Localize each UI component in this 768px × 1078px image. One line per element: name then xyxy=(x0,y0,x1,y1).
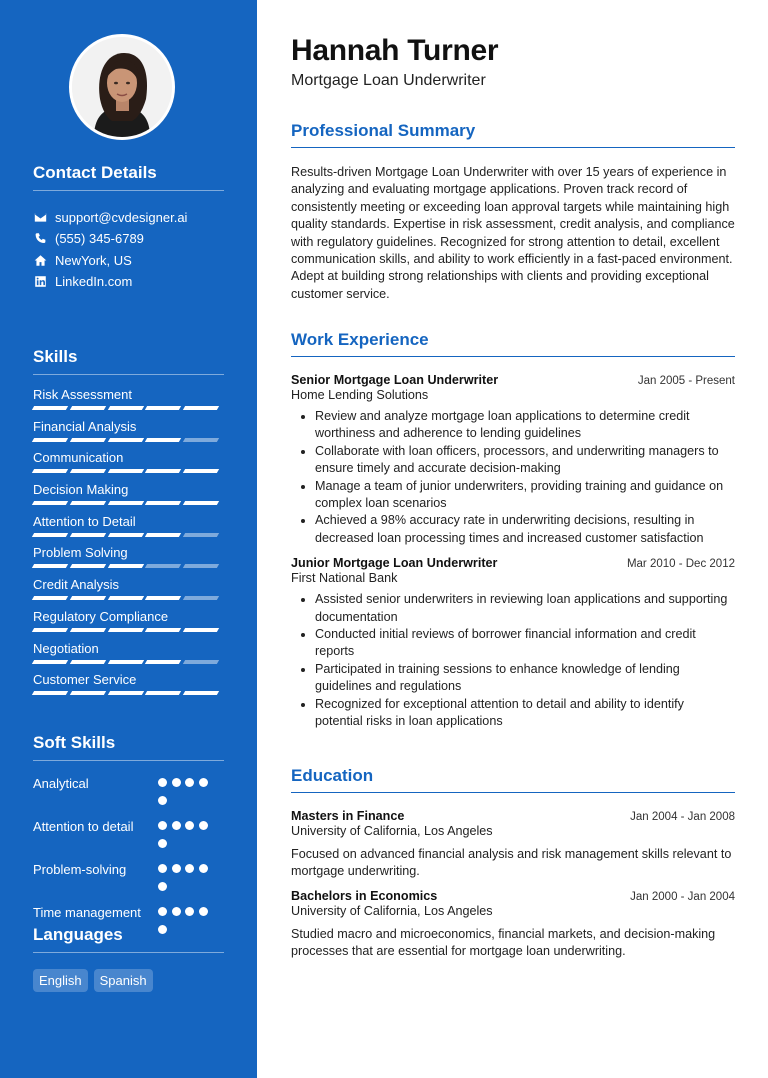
languages-list xyxy=(33,969,224,992)
soft-skill-rating xyxy=(158,818,218,857)
skill-level-segment xyxy=(107,533,143,537)
summary-section xyxy=(291,121,735,303)
education-dates: Jan 2004 - Jan 2008 xyxy=(630,811,735,823)
skill-name: Communication xyxy=(33,450,124,466)
job-dates: Jan 2005 - Present xyxy=(637,375,735,387)
rating-dot xyxy=(172,821,181,830)
skill-level-segment xyxy=(183,469,219,473)
rating-dot xyxy=(185,907,194,916)
skill-level-segment xyxy=(107,406,143,410)
rating-dot xyxy=(185,778,194,787)
job-bullets xyxy=(291,591,735,730)
education-desc: Focused on advanced financial analysis and risk management skills relevant to mortgage underwriting. xyxy=(291,847,732,879)
job-entry xyxy=(291,373,735,547)
job-bullets xyxy=(291,408,735,547)
job-role: Junior Mortgage Loan Underwriter xyxy=(291,556,498,571)
experience-heading: Work Experience xyxy=(291,330,735,357)
rating-dot xyxy=(158,882,167,891)
skill-level-segment xyxy=(183,438,219,442)
skills-heading: Skills xyxy=(33,347,224,375)
job-bullet: • Recognized for exceptional attention to detail and ability to identify potential risks in loan applications xyxy=(315,696,735,731)
skill-level-bar xyxy=(33,406,222,410)
skill-item xyxy=(33,479,224,511)
skill-level-segment xyxy=(107,660,143,664)
skill-level-segment xyxy=(145,501,181,505)
rating-dot xyxy=(185,821,194,830)
linkedin-icon xyxy=(33,275,47,289)
language-chip: English xyxy=(33,969,88,992)
languages-section xyxy=(33,925,224,992)
skill-level-segment xyxy=(32,691,68,695)
job-bullet: • Manage a team of junior underwriters, providing training and guidance on complex loan scenarios xyxy=(315,478,735,513)
skills-list xyxy=(33,384,224,701)
job-company: Home Lending Solutions xyxy=(291,388,429,402)
job-bullet: • Assisted senior underwriters in reviewing loan applications and supporting documentation xyxy=(315,591,735,626)
skill-name: Customer Service xyxy=(33,672,137,688)
rating-dot xyxy=(158,778,167,787)
job-bullet: • Achieved a 98% accuracy rate in underwriting decisions, resulting in decreased loan processing times and increased customer satisfaction xyxy=(315,512,735,547)
job-bullet: • Collaborate with loan officers, processors, and underwriting managers to ensure timely and accurate decision-making xyxy=(315,443,735,478)
skill-level-segment xyxy=(183,660,219,664)
contact-section xyxy=(33,163,224,292)
skill-level-bar xyxy=(33,628,222,632)
education-desc: Studied macro and microeconomics, financial markets, and decision-making processes that are essential for mortgage loan underwriting. xyxy=(291,926,716,959)
rating-dot xyxy=(172,907,181,916)
skill-level-segment xyxy=(70,596,106,600)
rating-dot xyxy=(158,907,167,916)
home-icon xyxy=(33,253,47,267)
skill-level-segment xyxy=(183,628,219,632)
skill-level-segment xyxy=(107,438,143,442)
degree: Bachelors in Economics xyxy=(291,888,438,903)
skill-level-segment xyxy=(32,533,68,537)
skill-level-segment xyxy=(145,596,181,600)
skill-item xyxy=(33,384,224,416)
skill-name: Decision Making xyxy=(33,482,129,498)
languages-heading: Languages xyxy=(33,925,224,953)
school: University of California, Los Angeles xyxy=(291,903,493,918)
skill-level-segment xyxy=(32,628,68,632)
education-heading: Education xyxy=(291,766,735,793)
skill-level-segment xyxy=(145,564,181,568)
experience-section xyxy=(291,330,735,731)
skill-level-segment xyxy=(107,628,143,632)
summary-heading: Professional Summary xyxy=(291,121,735,148)
skill-level-bar xyxy=(33,691,222,695)
degree: Masters in Finance xyxy=(291,809,405,823)
contact-heading: Contact Details xyxy=(33,163,224,191)
skill-item xyxy=(33,542,224,574)
skill-level-segment xyxy=(70,469,106,473)
skill-name: Risk Assessment xyxy=(33,387,132,402)
soft-skills-section xyxy=(33,733,224,947)
education-entry xyxy=(291,889,735,961)
job-bullet: • Participated in training sessions to enhance knowledge of lending guidelines and regulations xyxy=(315,661,735,696)
skill-level-segment xyxy=(70,564,106,568)
contact-linkedin[interactable] xyxy=(33,271,224,292)
skill-name: Regulatory Compliance xyxy=(33,608,169,624)
skill-level-bar xyxy=(33,469,222,473)
rating-dot xyxy=(172,778,181,787)
soft-skill-item xyxy=(33,861,224,900)
rating-dot xyxy=(199,778,208,787)
skill-item xyxy=(33,669,224,701)
rating-dot xyxy=(158,821,167,830)
rating-dot xyxy=(158,839,167,848)
contact-location-text: NewYork, US xyxy=(55,252,132,268)
skill-level-segment xyxy=(183,691,219,695)
skill-level-segment xyxy=(70,406,106,410)
contact-email[interactable] xyxy=(33,207,224,228)
contact-phone-text: (555) 345-6789 xyxy=(55,231,144,247)
skill-name: Financial Analysis xyxy=(33,418,137,434)
rating-dot xyxy=(185,864,194,873)
skills-section xyxy=(33,347,224,701)
skill-level-segment xyxy=(32,469,68,473)
skill-item xyxy=(33,574,224,606)
candidate-name: Hannah Turner xyxy=(291,34,499,67)
skill-level-segment xyxy=(32,564,68,568)
soft-skill-name: Problem-solving xyxy=(33,862,127,877)
skill-name: Problem Solving xyxy=(33,545,128,561)
soft-skill-name: Time management xyxy=(33,905,141,920)
soft-skill-item xyxy=(33,818,224,857)
skill-level-segment xyxy=(70,660,106,664)
rating-dot xyxy=(158,864,167,873)
skill-level-segment xyxy=(107,469,143,473)
skill-level-segment xyxy=(70,438,106,442)
education-section xyxy=(291,766,735,961)
skill-level-segment xyxy=(145,469,181,473)
skill-name: Credit Analysis xyxy=(33,577,119,593)
skill-level-segment xyxy=(70,533,106,537)
skill-level-segment xyxy=(145,691,181,695)
language-chip: Spanish xyxy=(94,969,153,992)
soft-skill-rating xyxy=(158,775,218,814)
skill-level-bar xyxy=(33,596,222,600)
profile-photo xyxy=(69,34,175,140)
skill-level-segment xyxy=(145,660,181,664)
contact-location xyxy=(33,250,224,271)
skill-level-segment xyxy=(183,501,219,505)
skill-level-segment xyxy=(70,501,106,505)
soft-skills-list xyxy=(33,775,224,943)
phone-icon xyxy=(33,232,47,246)
skill-item xyxy=(33,511,224,543)
candidate-title: Mortgage Loan Underwriter xyxy=(291,72,486,89)
skill-item xyxy=(33,416,224,448)
skill-level-bar xyxy=(33,533,222,537)
skill-item xyxy=(33,447,224,479)
skill-level-segment xyxy=(145,533,181,537)
skill-level-bar xyxy=(33,564,222,568)
job-entry xyxy=(291,556,735,730)
soft-skill-rating xyxy=(158,861,218,900)
skill-name: Negotiation xyxy=(33,640,99,656)
contact-email-text: support@cvdesigner.ai xyxy=(55,210,188,226)
skill-name: Attention to Detail xyxy=(33,513,136,529)
soft-skill-name: Analytical xyxy=(33,776,89,791)
job-bullet: • Conducted initial reviews of borrower financial information and credit reports xyxy=(315,626,735,661)
skill-level-segment xyxy=(183,406,219,410)
skill-level-segment xyxy=(70,628,106,632)
summary-text: Results-driven Mortgage Loan Underwriter with over 15 years of experience in analyzing and evaluating mortgage applications. Proven track record of consistently meeting or exceeding loan approval targets while maintaining high quality standards. Expertise in risk assessment, credit analysis, and compliance with regulatory guidelines. Recognized for strong attention to detail, excellent communication skills, and ability to work efficiently in a fast-paced environment. Adept at building strong relationships with clients and providing exceptional customer service. xyxy=(291,165,735,301)
skill-level-segment xyxy=(32,438,68,442)
rating-dot xyxy=(158,796,167,805)
skill-item xyxy=(33,638,224,670)
skill-level-segment xyxy=(183,533,219,537)
skill-level-segment xyxy=(183,596,219,600)
skill-level-segment xyxy=(32,596,68,600)
skill-level-segment xyxy=(32,501,68,505)
soft-skill-item xyxy=(33,775,224,814)
skill-item xyxy=(33,606,224,638)
rating-dot xyxy=(199,907,208,916)
skill-level-segment xyxy=(183,564,219,568)
job-dates: Mar 2010 - Dec 2012 xyxy=(626,558,735,571)
skill-level-segment xyxy=(107,596,143,600)
education-dates: Jan 2000 - Jan 2004 xyxy=(630,890,735,903)
skill-level-segment xyxy=(107,564,143,568)
skill-level-segment xyxy=(107,501,143,505)
soft-skill-name: Attention to detail xyxy=(33,819,134,834)
job-bullet: • Review and analyze mortgage loan applications to determine credit worthiness and adherence to lending guidelines xyxy=(315,408,735,443)
skill-level-bar xyxy=(33,501,222,505)
school: University of California, Los Angeles xyxy=(291,824,493,838)
skill-level-bar xyxy=(33,438,222,442)
contact-linkedin-text: LinkedIn.com xyxy=(55,274,133,290)
email-icon xyxy=(33,211,47,225)
skill-level-segment xyxy=(32,406,68,410)
job-company: First National Bank xyxy=(291,571,398,586)
skill-level-segment xyxy=(70,691,106,695)
contact-phone[interactable] xyxy=(33,228,224,249)
skill-level-segment xyxy=(32,660,68,664)
education-entry xyxy=(291,809,735,881)
soft-skills-heading: Soft Skills xyxy=(33,733,224,761)
skill-level-segment xyxy=(107,691,143,695)
portrait-illustration xyxy=(72,37,172,137)
skill-level-bar xyxy=(33,660,222,664)
skill-level-segment xyxy=(145,406,181,410)
skill-level-segment xyxy=(145,628,181,632)
job-role: Senior Mortgage Loan Underwriter xyxy=(291,373,499,387)
rating-dot xyxy=(172,864,181,873)
rating-dot xyxy=(199,864,208,873)
skill-level-segment xyxy=(145,438,181,442)
sidebar xyxy=(0,0,257,1078)
rating-dot xyxy=(199,821,208,830)
